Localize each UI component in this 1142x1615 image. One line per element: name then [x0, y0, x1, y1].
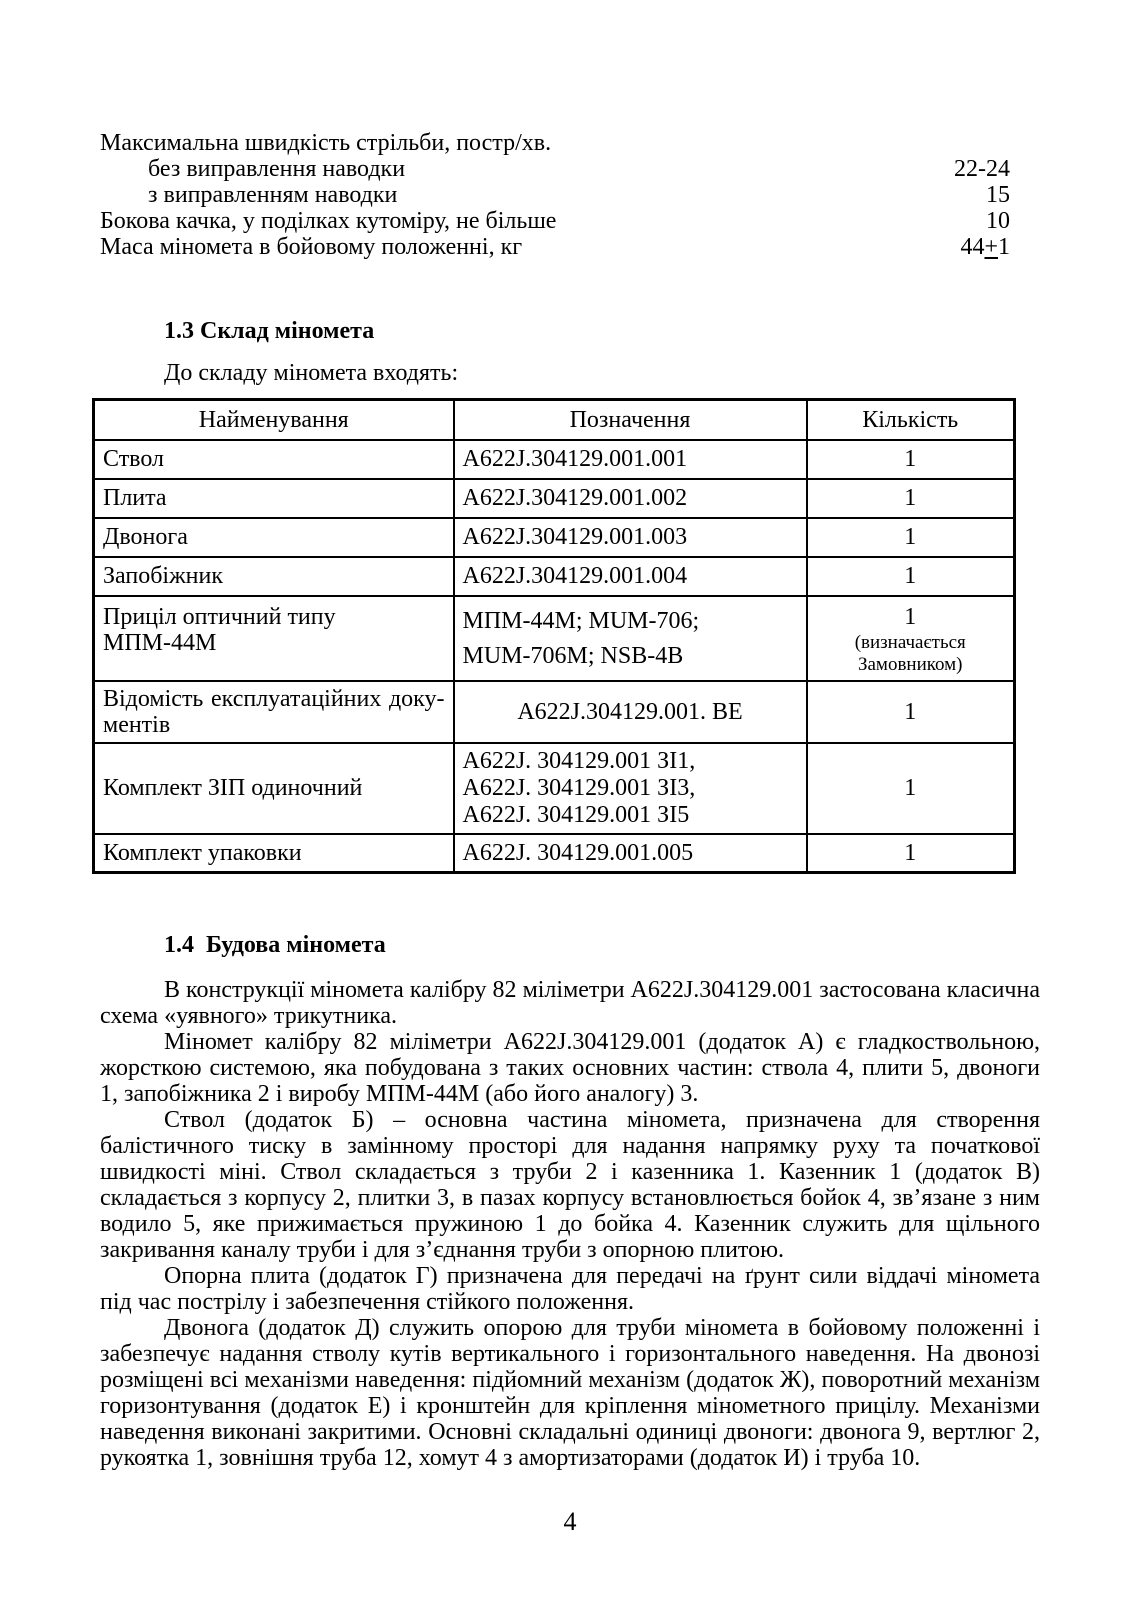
section-1-3-heading: 1.3 Склад міномета — [164, 318, 375, 344]
spec-value: 10 — [986, 208, 1010, 234]
part-name: Плита — [94, 479, 454, 518]
mass-tolerance-plus: + — [984, 234, 998, 260]
part-qty-note: (визначається Замовником) — [854, 631, 966, 675]
mass-value-number: 44 — [960, 234, 985, 260]
spec-title: Максимальна швидкість стрільби, постр/хв. — [100, 130, 552, 156]
part-code — [454, 743, 807, 834]
table-row — [94, 681, 1015, 743]
part-qty: 1 — [807, 440, 1015, 479]
spec-value-mass — [960, 234, 1040, 260]
spec-leader — [556, 208, 986, 234]
spec-leader — [405, 156, 954, 182]
part-qty: 1 — [807, 518, 1015, 557]
section-1-4-heading: 1.4 Будова міномета — [164, 932, 386, 958]
col-header-quantity: Кількість — [807, 400, 1015, 440]
spec-value: 22-24 — [954, 156, 1010, 182]
part-code: А622J.304129.001.004 — [454, 557, 807, 596]
spec-list — [100, 130, 1040, 260]
section-1-3-intro: До складу міномета входять: — [164, 360, 459, 386]
col-header-name: Найменування — [94, 400, 454, 440]
part-name-line: Відомість експлуатаційних доку- — [103, 685, 445, 712]
col-header-designation: Позначення — [454, 400, 807, 440]
spec-row — [100, 234, 1040, 260]
part-qty: 1 — [807, 681, 1015, 743]
spec-row — [100, 156, 1040, 182]
part-code-line: MUM-706M; NSB-4B — [462, 642, 684, 669]
spec-label: без виправлення наводки — [148, 156, 406, 182]
part-qty: 1 — [807, 557, 1015, 596]
spec-label: з виправленням наводки — [148, 182, 398, 208]
part-name: Приціл оптичний типу МПМ-44М — [94, 596, 454, 681]
part-code: А622J.304129.001.001 — [454, 440, 807, 479]
table-row — [94, 596, 1015, 681]
table-row — [94, 479, 1015, 518]
part-qty: 1 — [807, 479, 1015, 518]
part-code: А622J.304129.001. ВЕ — [454, 681, 807, 743]
part-qty: 1 — [807, 834, 1015, 873]
table-header-row — [94, 400, 1015, 440]
spec-title-row — [100, 130, 1040, 156]
part-name: Комплект ЗІП одиночний — [94, 743, 454, 834]
paragraph: Двонога (додаток Д) служить опорою для труби міномета в бойовому положенні і забезпечує надання стволу кутів вертикального і горизонтального наведення. На двонозі розміщені всі механізми наведення: підйомний механізм (додаток Ж), поворотний механізм горизонтування (додаток Е) і кронштейн для кріплення мінометного прицілу. Механізми наведення виконані закритими. Основні складальні одиниці двоноги: двонога 9, вертлюг 2, рукоятка 1, зовнішня труба 12, хомут 4 з амортизаторами (додаток И) і труба 10. — [100, 1315, 1040, 1471]
table-row — [94, 834, 1015, 873]
part-qty-value: 1 — [904, 603, 917, 630]
page-number: 4 — [563, 1507, 577, 1536]
part-name-line: ментів — [103, 711, 171, 738]
table-row — [94, 440, 1015, 479]
mass-tolerance-number: 1 — [998, 234, 1010, 260]
parts-table — [92, 398, 1016, 874]
part-name: Двонога — [94, 518, 454, 557]
spec-row — [100, 208, 1040, 234]
paragraph: Ствол (додаток Б) – основна частина міномета, призначена для створення балістичного тиску в замінному просторі для надання напрямку руху та початкової швидкості міні. Ствол складається з труби 2 і казенника 1. Казенник 1 (додаток В) складається з корпусу 2, плитки 3, в пазах корпусу встановлюється бойок 4, зв’язане з ним водило 5, яке прижимається пружиною 1 до бойка 4. Казенник служить для щільного закривання каналу труби і для з’єднання труби з опорною плитою. — [100, 1107, 1040, 1263]
spec-value: 15 — [986, 182, 1010, 208]
part-name: Запобіжник — [94, 557, 454, 596]
part-qty — [807, 596, 1015, 681]
part-code: А622J. 304129.001.005 — [454, 834, 807, 873]
table-row — [94, 743, 1015, 834]
paragraph: В конструкції міномета калібру 82 міліметри А622J.304129.001 застосована класична схема «уявного» трикутника. — [100, 977, 1040, 1029]
paragraph: Опорна плита (додаток Г) призначена для передачі на ґрунт сили віддачі міномета під час пострілу і забезпечення стійкого положення. — [100, 1263, 1040, 1315]
paragraph: Міномет калібру 82 міліметри А622J.304129.001 (додаток А) є гладкоствольною, жорсткою системою, яка побудована з таких основних частин: ствола 4, плити 5, двоноги 1, запобіжника 2 і виробу МПМ-44М (або його аналогу) 3. — [100, 1029, 1040, 1107]
part-name — [94, 681, 454, 743]
spec-leader — [397, 182, 986, 208]
spec-row — [100, 182, 1040, 208]
table-row — [94, 518, 1015, 557]
part-qty: 1 — [807, 743, 1015, 834]
part-code-line: А622J. 304129.001 ЗІ1, — [462, 747, 696, 774]
spec-leader — [522, 234, 960, 260]
spec-label: Маса міномета в бойовому положенні, кг — [100, 234, 523, 260]
part-code — [454, 596, 807, 681]
part-code: А622J.304129.001.003 — [454, 518, 807, 557]
spec-label: Бокова качка, у поділках кутоміру, не більше — [100, 208, 557, 234]
part-code-line: А622J. 304129.001 ЗІ3, — [462, 774, 696, 801]
table-row — [94, 557, 1015, 596]
part-name: Ствол — [94, 440, 454, 479]
part-name: Комплект упаковки — [94, 834, 454, 873]
part-code-line: А622J. 304129.001 ЗІ5 — [462, 801, 690, 828]
part-code-line: МПМ-44М; MUM-706; — [462, 607, 700, 634]
part-code: А622J.304129.001.002 — [454, 479, 807, 518]
